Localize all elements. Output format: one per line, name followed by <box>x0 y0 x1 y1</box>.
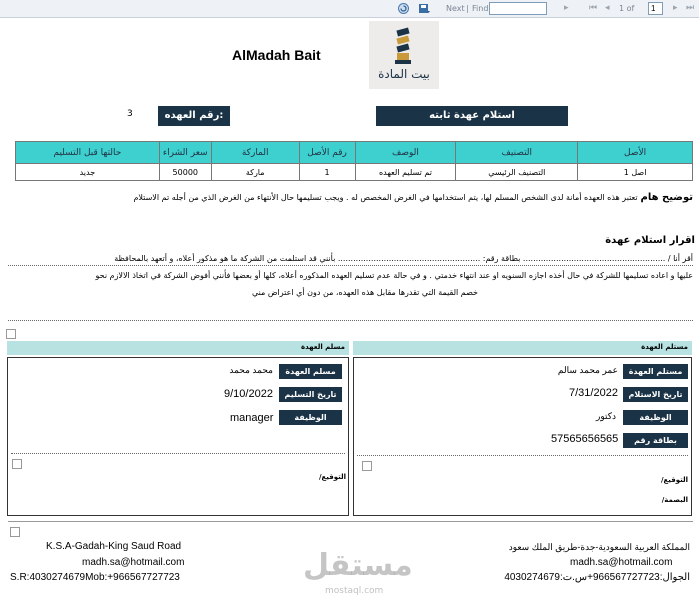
find-arrow-icon[interactable]: ▸ <box>564 3 569 13</box>
receiver-id-value: 57565656565 <box>551 433 619 445</box>
col-condition: حالتها قبل التسليم <box>16 142 160 164</box>
assets-table-header <box>16 142 693 164</box>
deliverer-section-title: مسلم العهدة <box>300 343 345 351</box>
company-logo <box>369 21 439 89</box>
footer-left-contact: S.R:4030274679Mob:+966567727723 <box>10 572 180 583</box>
acknowledgement-heading: اقرار استلام عهدة <box>605 235 695 246</box>
acknowledgement-line-2: عليها و اعاده تسليمها للشركة في حال أخذه اجازه السنويه او عند انتهاء خدمتي . و في حالة عدم تسليم العهده المذكوره أعلاه، كلها أو بعضها فأنني أفوض الشركة في اتخاذ الالازم نحو <box>95 271 693 280</box>
receiver-name-value: عمر محمد سالم <box>557 365 618 375</box>
cell-condition: جديد <box>16 164 160 181</box>
refresh-icon[interactable] <box>397 2 410 15</box>
receiver-signature-label: التوقيع/ <box>660 476 688 484</box>
notice-text: تعتبر هذه العهده أمانة لدى الشخص المسلم لها، يتم استخدامها في الغرض المخصص له . ويجب تسليمها حال الأنتهاء من الغرض الذي من أجله تم الاستلام <box>133 193 638 202</box>
receiver-fingerprint-label: البصمة/ <box>661 496 688 504</box>
footer-left-email: madh.sa@hotmail.com <box>82 557 185 568</box>
col-brand: الماركة <box>211 142 299 164</box>
receiver-section-title: مستلم العهدة <box>641 343 688 351</box>
cell-asset-number: 1 <box>299 164 355 181</box>
receiver-id-label: بطاقة رقم <box>623 433 688 448</box>
previous-page-icon[interactable]: ◂ <box>605 3 610 13</box>
cell-category: التصنيف الرئيسي <box>456 164 578 181</box>
deliverer-name-label: مسلم العهدة <box>279 364 342 379</box>
receiver-dotted-line <box>357 455 688 456</box>
footer-right-email: madh.sa@hotmail.com <box>570 557 673 568</box>
cell-description: تم تسليم العهده <box>355 164 456 181</box>
find-input[interactable] <box>489 2 547 15</box>
custody-type-title: استلام عهدة ثابته <box>376 106 568 126</box>
logo-text: بيت المادة <box>378 67 430 81</box>
notice-block <box>12 192 693 203</box>
footer-checkbox <box>10 527 20 537</box>
page-number-input[interactable] <box>648 2 663 15</box>
col-purchase-price: سعر الشراء <box>159 142 211 164</box>
cell-brand: ماركة <box>211 164 299 181</box>
custody-number-label: رقم العهده: <box>158 106 230 126</box>
receiver-section-header <box>353 341 692 355</box>
next-page-icon[interactable]: ▸ <box>673 3 678 13</box>
deliverer-date-label: تاريخ التسليم <box>279 387 342 402</box>
toolbar-separator: | <box>466 4 469 13</box>
deliverer-name-value: محمد محمد <box>229 365 273 375</box>
export-icon[interactable] <box>418 2 431 15</box>
col-asset-number: رقم الأصل <box>299 142 355 164</box>
cell-purchase-price: 50000 <box>159 164 211 181</box>
footer-left-address: K.S.A-Gadah-King Saud Road <box>46 541 182 552</box>
footer-divider <box>8 521 693 522</box>
deliverer-box <box>7 357 349 516</box>
receiver-date-value: 7/31/2022 <box>569 387 618 399</box>
col-asset: الأصل <box>578 142 693 164</box>
custody-number-value: 3 <box>127 109 133 119</box>
receiver-date-label: تاريخ الاستلام <box>623 387 688 402</box>
deliverer-section-header <box>7 341 349 355</box>
last-page-icon[interactable]: ⏭ <box>686 3 695 13</box>
footer-right-contact: الجوال:966567727723+س.ت:4030274679 <box>504 572 690 583</box>
table-row <box>16 164 693 181</box>
footer-right-address: المملكة العربية السعودية-جدة-طريق الملك سعود <box>508 542 690 552</box>
dotted-line <box>8 265 693 266</box>
find-next-link[interactable]: Next <box>446 4 465 13</box>
col-description: الوصف <box>355 142 456 164</box>
logo-building-icon <box>369 21 439 71</box>
deliverer-job-value: manager <box>230 412 274 424</box>
receiver-job-value: دكتور <box>595 411 616 421</box>
watermark-logo: مستقل <box>303 548 413 583</box>
watermark-subtext: mostaql.com <box>325 586 384 596</box>
report-toolbar <box>0 0 699 18</box>
receiver-name-label: مستلم العهدة <box>623 364 688 379</box>
acknowledgement-line-1: أقر أنا / ........................................................ بطاقة رقم: ........................................................ بأنني قد استلمت من الشركة ما هو مذكور أعلاه، و أتعهد بالمحافظة <box>114 254 693 263</box>
checkbox-marker <box>6 329 16 339</box>
find-link[interactable]: Find <box>472 4 489 13</box>
assets-table <box>15 141 693 181</box>
page-of-label: 1 of <box>619 4 635 13</box>
company-title: AlMadah Bait <box>232 47 321 63</box>
receiver-checkbox <box>362 461 372 471</box>
deliverer-dotted-line <box>11 453 345 454</box>
first-page-icon[interactable]: ⏮ <box>589 3 598 13</box>
deliverer-signature-label: التوقيع/ <box>318 473 346 481</box>
acknowledgement-line-3: خصم القيمة التي تقدرها مقابل هذه العهده، من دون أي اعتراض مني <box>251 288 478 297</box>
notice-heading: توضيح هام <box>640 192 693 203</box>
dotted-divider <box>8 320 693 321</box>
receiver-job-label: الوظيفة <box>623 410 688 425</box>
col-category: التصنيف <box>456 142 578 164</box>
cell-asset: اصل 1 <box>578 164 693 181</box>
deliverer-checkbox <box>12 459 22 469</box>
deliverer-job-label: الوظيفة <box>279 410 342 425</box>
deliverer-date-value: 9/10/2022 <box>224 388 273 400</box>
